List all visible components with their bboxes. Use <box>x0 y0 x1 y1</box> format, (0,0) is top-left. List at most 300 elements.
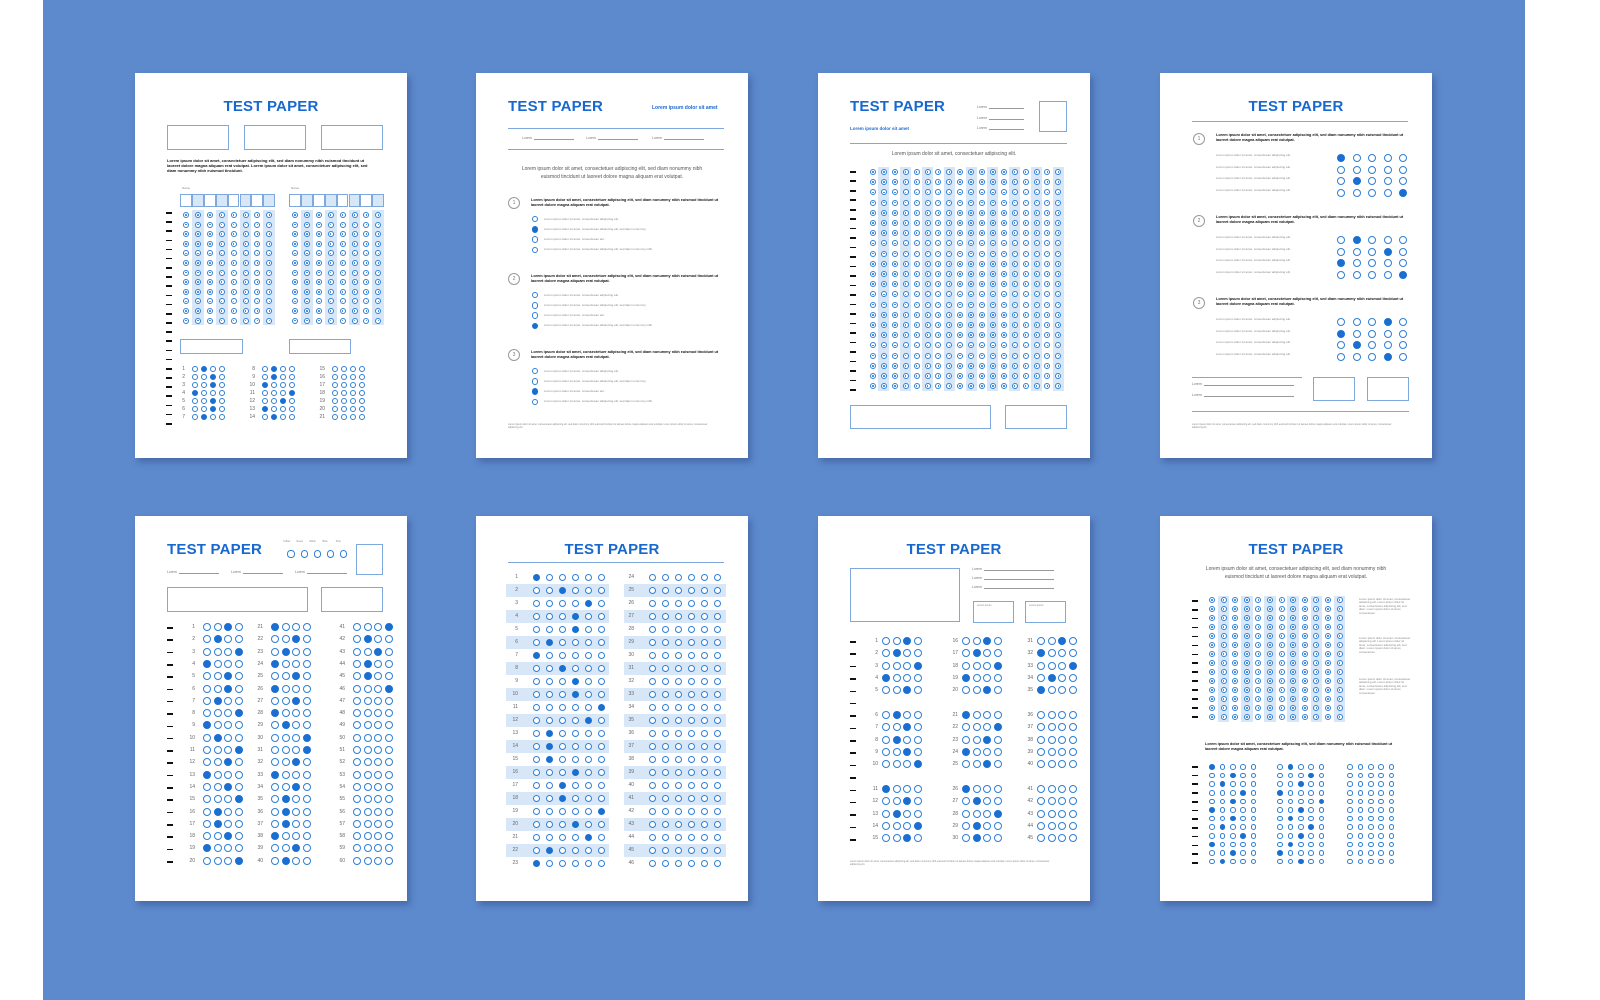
answer-bubble[interactable] <box>882 649 890 657</box>
answer-bubble[interactable] <box>598 769 605 776</box>
digit-bubble[interactable] <box>304 289 310 295</box>
answer-bubble[interactable] <box>1399 330 1407 338</box>
answer-bubble[interactable] <box>1347 790 1353 796</box>
digit-bubble[interactable] <box>1001 291 1007 297</box>
answer-bubble[interactable] <box>203 795 211 803</box>
answer-bubble[interactable] <box>1209 824 1215 830</box>
digit-bubble[interactable] <box>1001 302 1007 308</box>
digit-bubble[interactable] <box>892 261 898 267</box>
digit-bubble[interactable] <box>219 212 225 218</box>
digit-bubble[interactable] <box>363 250 369 256</box>
digit-bubble[interactable] <box>914 210 920 216</box>
digit-bubble[interactable] <box>870 373 876 379</box>
answer-bubble-filled[interactable] <box>546 639 553 646</box>
answer-bubble[interactable] <box>598 613 605 620</box>
digit-bubble[interactable] <box>1221 606 1227 612</box>
digit-bubble[interactable] <box>1244 633 1250 639</box>
answer-bubble[interactable] <box>1298 764 1304 770</box>
answer-bubble[interactable] <box>1378 850 1384 856</box>
answer-bubble[interactable] <box>385 734 393 742</box>
digit-bubble[interactable] <box>1001 240 1007 246</box>
answer-bubble[interactable] <box>235 685 243 693</box>
digit-bubble[interactable] <box>1209 687 1215 693</box>
digit-bubble[interactable] <box>340 279 346 285</box>
answer-bubble[interactable] <box>359 366 365 372</box>
answer-bubble[interactable] <box>262 398 268 404</box>
digit-bubble[interactable] <box>1034 220 1040 226</box>
answer-bubble[interactable] <box>1353 318 1361 326</box>
answer-bubble[interactable] <box>203 685 211 693</box>
digit-bubble[interactable] <box>990 220 996 226</box>
answer-bubble[interactable] <box>374 635 382 643</box>
digit-bubble[interactable] <box>219 260 225 266</box>
answer-bubble[interactable] <box>341 366 347 372</box>
answer-bubble-filled[interactable] <box>224 672 232 680</box>
answer-bubble[interactable] <box>1058 649 1066 657</box>
answer-bubble-filled[interactable] <box>1069 662 1077 670</box>
digit-bubble[interactable] <box>957 261 963 267</box>
digit-bubble[interactable] <box>979 230 985 236</box>
answer-bubble[interactable] <box>649 860 656 867</box>
answer-bubble[interactable] <box>914 686 922 694</box>
answer-bubble[interactable] <box>546 821 553 828</box>
digit-bubble[interactable] <box>183 298 189 304</box>
answer-bubble[interactable] <box>353 635 361 643</box>
digit-bubble[interactable] <box>243 279 249 285</box>
digit-bubble[interactable] <box>1012 353 1018 359</box>
answer-bubble[interactable] <box>192 398 198 404</box>
digit-bubble[interactable] <box>1023 322 1029 328</box>
answer-bubble[interactable] <box>688 847 695 854</box>
answer-bubble[interactable] <box>1368 824 1374 830</box>
answer-bubble[interactable] <box>1308 781 1314 787</box>
digit-bubble[interactable] <box>914 220 920 226</box>
answer-bubble[interactable] <box>341 374 347 380</box>
digit-bubble[interactable] <box>990 251 996 257</box>
digit-bubble[interactable] <box>1302 606 1308 612</box>
answer-bubble-filled[interactable] <box>271 709 279 717</box>
digit-bubble[interactable] <box>1255 615 1261 621</box>
answer-bubble[interactable] <box>546 717 553 724</box>
answer-bubble[interactable] <box>701 665 708 672</box>
answer-bubble[interactable] <box>332 406 338 412</box>
answer-bubble[interactable] <box>1058 711 1066 719</box>
digit-bubble[interactable] <box>935 353 941 359</box>
answer-bubble-filled[interactable] <box>282 795 290 803</box>
digit-bubble[interactable] <box>957 373 963 379</box>
digit-bubble[interactable] <box>1232 615 1238 621</box>
digit-bubble[interactable] <box>195 318 201 324</box>
digit-bubble[interactable] <box>1267 687 1273 693</box>
digit-bubble[interactable] <box>1302 660 1308 666</box>
field-underline[interactable] <box>534 136 574 140</box>
answer-bubble-filled[interactable] <box>224 623 232 631</box>
digit-bubble[interactable] <box>1044 271 1050 277</box>
answer-bubble[interactable] <box>1230 833 1236 839</box>
answer-bubble[interactable] <box>214 758 222 766</box>
answer-bubble[interactable] <box>559 600 566 607</box>
digit-bubble[interactable] <box>925 302 931 308</box>
digit-bubble[interactable] <box>968 302 974 308</box>
answer-bubble[interactable] <box>1368 259 1376 267</box>
digit-bubble[interactable] <box>957 383 963 389</box>
answer-bubble[interactable] <box>1358 842 1364 848</box>
digit-bubble[interactable] <box>243 212 249 218</box>
answer-bubble[interactable] <box>1368 790 1374 796</box>
answer-bubble[interactable] <box>962 723 970 731</box>
digit-bubble[interactable] <box>990 353 996 359</box>
digit-bubble[interactable] <box>957 189 963 195</box>
digit-bubble[interactable] <box>957 200 963 206</box>
answer-bubble[interactable] <box>374 758 382 766</box>
digit-bubble[interactable] <box>1023 189 1029 195</box>
answer-bubble[interactable] <box>701 834 708 841</box>
digit-bubble[interactable] <box>1034 322 1040 328</box>
answer-bubble-filled[interactable] <box>271 366 277 372</box>
digit-bubble[interactable] <box>1034 281 1040 287</box>
digit-bubble[interactable] <box>935 373 941 379</box>
answer-bubble[interactable] <box>1368 773 1374 779</box>
answer-bubble-filled[interactable] <box>914 760 922 768</box>
answer-bubble[interactable] <box>914 810 922 818</box>
answer-bubble[interactable] <box>1277 824 1283 830</box>
answer-bubble[interactable] <box>994 748 1002 756</box>
answer-bubble[interactable] <box>280 382 286 388</box>
answer-bubble[interactable] <box>1069 723 1077 731</box>
answer-bubble-filled[interactable] <box>262 382 268 388</box>
answer-bubble[interactable] <box>224 844 232 852</box>
answer-bubble[interactable] <box>893 785 901 793</box>
answer-bubble[interactable] <box>1378 824 1384 830</box>
digit-bubble[interactable] <box>925 322 931 328</box>
answer-bubble-filled[interactable] <box>546 730 553 737</box>
answer-bubble[interactable] <box>649 769 656 776</box>
digit-bubble[interactable] <box>1001 261 1007 267</box>
answer-bubble[interactable] <box>1069 810 1077 818</box>
answer-bubble-filled[interactable] <box>280 398 286 404</box>
digit-bubble[interactable] <box>1325 624 1331 630</box>
digit-bubble[interactable] <box>925 312 931 318</box>
lorem-field[interactable] <box>295 570 347 574</box>
digit-bubble[interactable] <box>881 271 887 277</box>
digit-bubble[interactable] <box>903 230 909 236</box>
answer-bubble[interactable] <box>282 672 290 680</box>
answer-bubble[interactable] <box>1240 842 1246 848</box>
answer-bubble[interactable] <box>1308 850 1314 856</box>
answer-bubble[interactable] <box>546 691 553 698</box>
digit-bubble[interactable] <box>1034 363 1040 369</box>
digit-bubble[interactable] <box>903 169 909 175</box>
digit-bubble[interactable] <box>935 281 941 287</box>
answer-bubble[interactable] <box>893 797 901 805</box>
digit-bubble[interactable] <box>1267 669 1273 675</box>
answer-bubble[interactable] <box>662 587 669 594</box>
answer-bubble-filled[interactable] <box>235 709 243 717</box>
digit-bubble[interactable] <box>935 302 941 308</box>
digit-bubble[interactable] <box>243 222 249 228</box>
answer-bubble[interactable] <box>973 736 981 744</box>
digit-bubble[interactable] <box>1267 597 1273 603</box>
digit-bubble[interactable] <box>892 271 898 277</box>
answer-bubble[interactable] <box>546 613 553 620</box>
answer-bubble[interactable] <box>701 704 708 711</box>
answer-bubble[interactable] <box>235 771 243 779</box>
answer-bubble[interactable] <box>1251 781 1257 787</box>
digit-bubble[interactable] <box>207 212 213 218</box>
digit-bubble[interactable] <box>316 250 322 256</box>
digit-bubble[interactable] <box>1267 678 1273 684</box>
answer-bubble[interactable] <box>675 782 682 789</box>
answer-bubble[interactable] <box>235 721 243 729</box>
answer-bubble[interactable] <box>364 697 372 705</box>
digit-bubble[interactable] <box>1044 261 1050 267</box>
digit-bubble[interactable] <box>1023 302 1029 308</box>
answer-bubble[interactable] <box>533 665 540 672</box>
digit-bubble[interactable] <box>1012 200 1018 206</box>
digit-bubble[interactable] <box>892 373 898 379</box>
digit-bubble[interactable] <box>892 353 898 359</box>
digit-bubble[interactable] <box>1012 271 1018 277</box>
digit-bubble[interactable] <box>1232 687 1238 693</box>
answer-bubble[interactable] <box>559 808 566 815</box>
answer-bubble[interactable] <box>1308 842 1314 848</box>
answer-bubble-filled[interactable] <box>214 820 222 828</box>
answer-bubble[interactable] <box>1069 834 1077 842</box>
answer-bubble-filled[interactable] <box>271 414 277 420</box>
answer-bubble[interactable] <box>203 709 211 717</box>
answer-bubble-filled[interactable] <box>903 637 911 645</box>
digit-bubble[interactable] <box>968 312 974 318</box>
answer-bubble[interactable] <box>688 769 695 776</box>
digit-bubble[interactable] <box>316 279 322 285</box>
digit-bubble[interactable] <box>1023 353 1029 359</box>
digit-bubble[interactable] <box>979 169 985 175</box>
answer-bubble[interactable] <box>714 691 721 698</box>
answer-bubble-filled[interactable] <box>235 795 243 803</box>
answer-bubble-filled[interactable] <box>572 626 579 633</box>
answer-bubble[interactable] <box>546 808 553 815</box>
answer-bubble[interactable] <box>675 678 682 685</box>
answer-bubble[interactable] <box>714 808 721 815</box>
answer-bubble-filled[interactable] <box>1230 799 1236 805</box>
digit-bubble[interactable] <box>1001 363 1007 369</box>
digit-bubble[interactable] <box>979 332 985 338</box>
answer-bubble-filled[interactable] <box>983 760 991 768</box>
answer-bubble[interactable] <box>224 746 232 754</box>
field-underline[interactable] <box>984 567 1054 571</box>
answer-bubble[interactable] <box>235 820 243 828</box>
answer-bubble-filled[interactable] <box>1240 790 1246 796</box>
answer-bubble[interactable] <box>1048 723 1056 731</box>
answer-bubble[interactable] <box>688 860 695 867</box>
digit-bubble[interactable] <box>316 270 322 276</box>
digit-bubble[interactable] <box>292 270 298 276</box>
answer-bubble[interactable] <box>1358 833 1364 839</box>
digit-bubble[interactable] <box>363 222 369 228</box>
digit-bubble[interactable] <box>935 220 941 226</box>
answer-bubble[interactable] <box>598 652 605 659</box>
answer-bubble[interactable] <box>1368 799 1374 805</box>
answer-bubble[interactable] <box>1069 748 1077 756</box>
input-box[interactable] <box>167 587 308 612</box>
digit-bubble[interactable] <box>990 271 996 277</box>
answer-bubble[interactable] <box>1389 859 1395 865</box>
answer-bubble[interactable] <box>219 390 225 396</box>
answer-bubble[interactable] <box>1358 781 1364 787</box>
digit-bubble[interactable] <box>1232 633 1238 639</box>
input-box[interactable] <box>167 125 229 150</box>
answer-bubble[interactable] <box>572 782 579 789</box>
answer-bubble[interactable] <box>1037 797 1045 805</box>
answer-bubble[interactable] <box>1358 773 1364 779</box>
answer-bubble[interactable] <box>1220 816 1226 822</box>
digit-bubble[interactable] <box>935 342 941 348</box>
answer-bubble[interactable] <box>1209 781 1215 787</box>
field-underline[interactable] <box>1204 382 1294 386</box>
answer-bubble[interactable] <box>701 613 708 620</box>
answer-bubble[interactable] <box>1389 807 1395 813</box>
answer-bubble[interactable] <box>364 771 372 779</box>
digit-bubble[interactable] <box>1279 651 1285 657</box>
answer-bubble[interactable] <box>701 678 708 685</box>
answer-bubble[interactable] <box>1337 248 1345 256</box>
answer-bubble-filled[interactable] <box>1220 824 1226 830</box>
answer-bubble[interactable] <box>882 723 890 731</box>
digit-bubble[interactable] <box>254 250 260 256</box>
digit-bubble[interactable] <box>266 318 272 324</box>
digit-bubble[interactable] <box>870 281 876 287</box>
answer-bubble[interactable] <box>201 398 207 404</box>
name-letter-box[interactable] <box>228 194 240 207</box>
answer-bubble-filled[interactable] <box>1209 842 1215 848</box>
digit-bubble[interactable] <box>1034 342 1040 348</box>
answer-bubble[interactable] <box>1058 686 1066 694</box>
digit-bubble[interactable] <box>990 302 996 308</box>
answer-bubble[interactable] <box>903 674 911 682</box>
answer-bubble[interactable] <box>533 626 540 633</box>
digit-bubble[interactable] <box>1337 615 1343 621</box>
answer-bubble[interactable] <box>675 860 682 867</box>
answer-bubble-filled[interactable] <box>282 808 290 816</box>
answer-bubble-filled[interactable] <box>210 398 216 404</box>
digit-bubble[interactable] <box>1209 705 1215 711</box>
answer-bubble[interactable] <box>572 665 579 672</box>
digit-bubble[interactable] <box>1209 714 1215 720</box>
answer-bubble[interactable] <box>1319 833 1325 839</box>
answer-bubble[interactable] <box>714 795 721 802</box>
digit-bubble[interactable] <box>1221 660 1227 666</box>
answer-bubble[interactable] <box>688 665 695 672</box>
answer-bubble[interactable] <box>282 635 290 643</box>
digit-bubble[interactable] <box>207 318 213 324</box>
digit-bubble[interactable] <box>1244 615 1250 621</box>
answer-bubble[interactable] <box>235 832 243 840</box>
answer-bubble[interactable] <box>1240 799 1246 805</box>
digit-bubble[interactable] <box>1267 651 1273 657</box>
digit-bubble[interactable] <box>1267 660 1273 666</box>
digit-bubble[interactable] <box>292 250 298 256</box>
digit-bubble[interactable] <box>1267 714 1273 720</box>
answer-bubble[interactable] <box>649 665 656 672</box>
answer-bubble[interactable] <box>1037 637 1045 645</box>
answer-bubble[interactable] <box>303 844 311 852</box>
answer-bubble[interactable] <box>649 717 656 724</box>
digit-bubble[interactable] <box>925 373 931 379</box>
answer-bubble[interactable] <box>533 808 540 815</box>
answer-bubble-filled[interactable] <box>893 649 901 657</box>
digit-bubble[interactable] <box>195 212 201 218</box>
digit-bubble[interactable] <box>1255 624 1261 630</box>
answer-bubble[interactable] <box>714 704 721 711</box>
answer-bubble[interactable] <box>1209 773 1215 779</box>
answer-bubble[interactable] <box>962 822 970 830</box>
digit-bubble[interactable] <box>1337 606 1343 612</box>
digit-bubble[interactable] <box>881 373 887 379</box>
answer-bubble[interactable] <box>214 623 222 631</box>
answer-bubble[interactable] <box>385 648 393 656</box>
answer-bubble-filled[interactable] <box>262 406 268 412</box>
digit-bubble[interactable] <box>1279 660 1285 666</box>
digit-bubble[interactable] <box>903 271 909 277</box>
digit-bubble[interactable] <box>914 332 920 338</box>
answer-bubble[interactable] <box>675 626 682 633</box>
answer-bubble[interactable] <box>533 769 540 776</box>
digit-bubble[interactable] <box>914 271 920 277</box>
digit-bubble[interactable] <box>925 353 931 359</box>
name-letter-box[interactable] <box>263 194 275 207</box>
answer-bubble[interactable] <box>546 795 553 802</box>
digit-bubble[interactable] <box>219 279 225 285</box>
answer-bubble[interactable] <box>533 678 540 685</box>
answer-bubble[interactable] <box>701 808 708 815</box>
answer-bubble[interactable] <box>292 832 300 840</box>
answer-bubble[interactable] <box>1069 711 1077 719</box>
digit-bubble[interactable] <box>328 222 334 228</box>
digit-bubble[interactable] <box>903 200 909 206</box>
digit-bubble[interactable] <box>231 241 237 247</box>
answer-bubble[interactable] <box>994 785 1002 793</box>
answer-bubble[interactable] <box>1384 166 1392 174</box>
answer-bubble[interactable] <box>559 821 566 828</box>
answer-bubble[interactable] <box>585 639 592 646</box>
answer-bubble[interactable] <box>359 398 365 404</box>
answer-bubble[interactable] <box>598 665 605 672</box>
answer-bubble-filled[interactable] <box>282 721 290 729</box>
digit-bubble[interactable] <box>946 200 952 206</box>
answer-bubble[interactable] <box>559 652 566 659</box>
answer-bubble[interactable] <box>533 639 540 646</box>
answer-bubble[interactable] <box>585 652 592 659</box>
digit-bubble[interactable] <box>1255 669 1261 675</box>
answer-bubble[interactable] <box>235 844 243 852</box>
answer-bubble[interactable] <box>572 795 579 802</box>
answer-bubble[interactable] <box>546 834 553 841</box>
digit-bubble[interactable] <box>979 373 985 379</box>
answer-bubble-filled[interactable] <box>532 226 539 233</box>
answer-bubble[interactable] <box>350 374 356 380</box>
answer-bubble[interactable] <box>1353 353 1361 361</box>
answer-bubble[interactable] <box>675 756 682 763</box>
answer-bubble[interactable] <box>1378 816 1384 822</box>
answer-bubble[interactable] <box>1347 764 1353 770</box>
answer-bubble[interactable] <box>1277 833 1283 839</box>
digit-bubble[interactable] <box>1034 353 1040 359</box>
answer-bubble[interactable] <box>675 730 682 737</box>
answer-bubble[interactable] <box>332 382 338 388</box>
answer-bubble[interactable] <box>973 686 981 694</box>
answer-bubble[interactable] <box>533 600 540 607</box>
answer-bubble[interactable] <box>701 587 708 594</box>
